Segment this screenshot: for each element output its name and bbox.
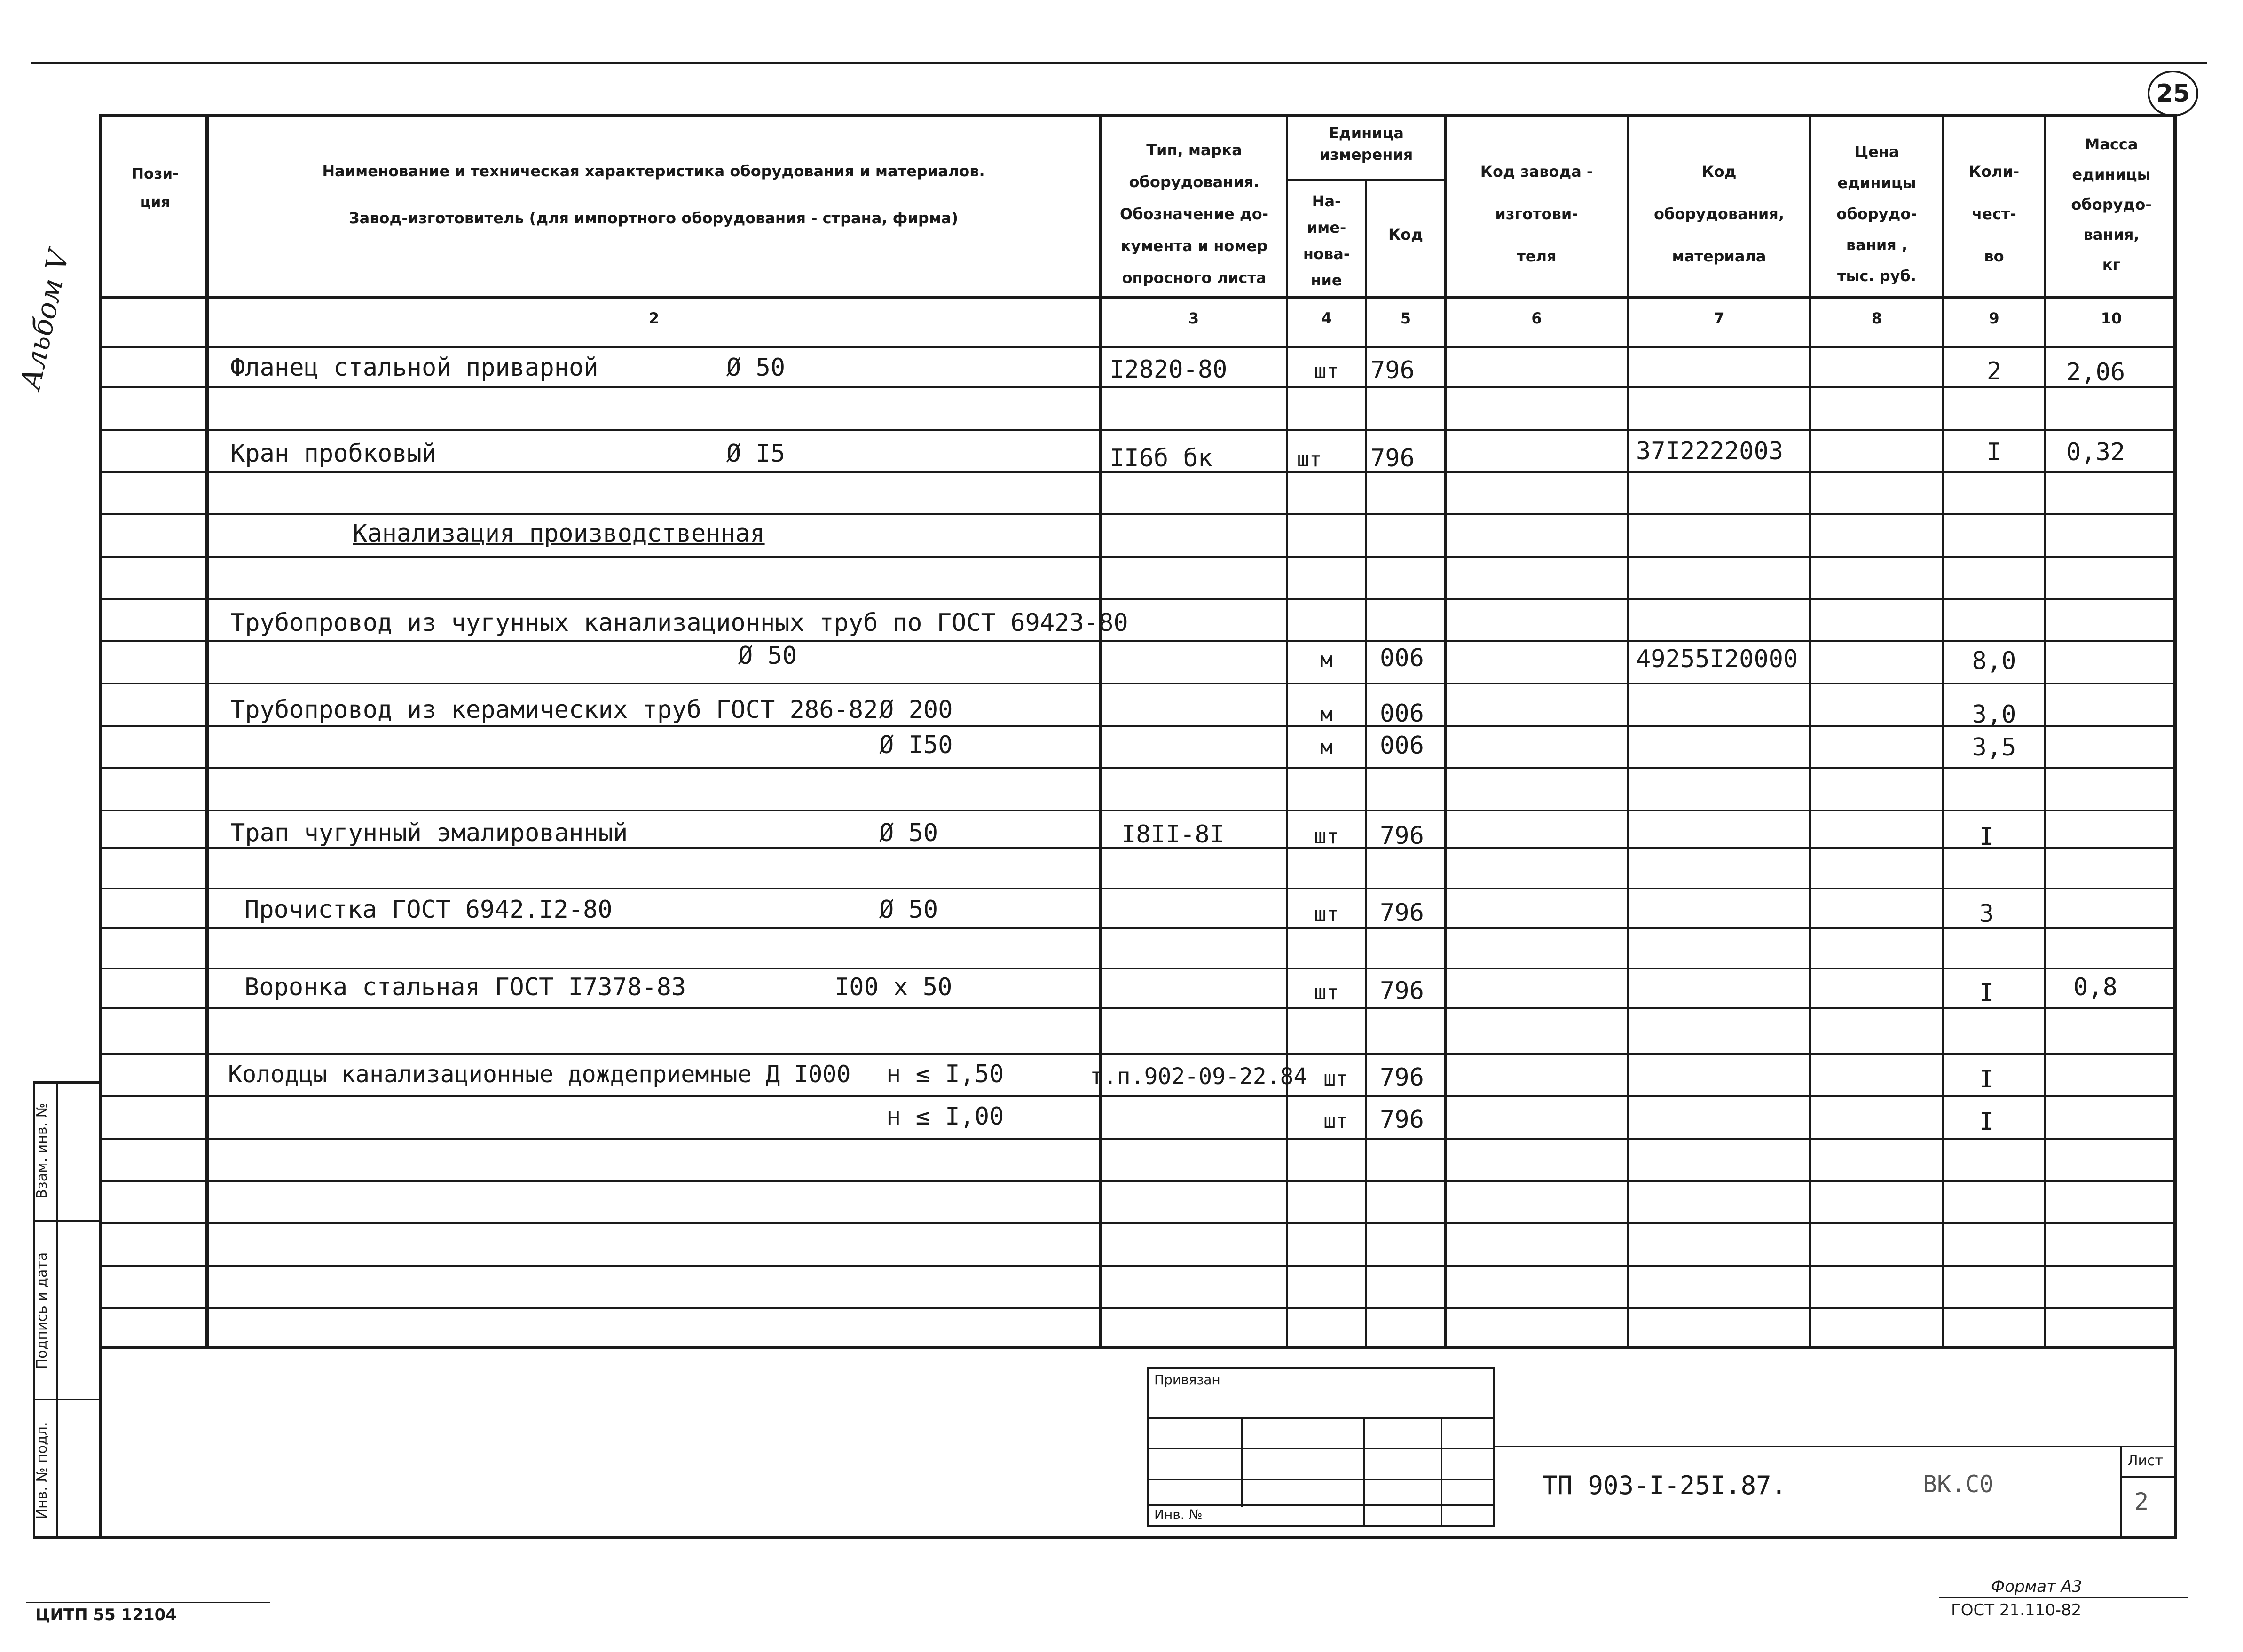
col-number-5: 5	[1400, 309, 1411, 327]
table-row-name: Колодцы канализационные дождеприемные Д I000	[228, 1061, 851, 1088]
inventory-label: Инв. №	[1154, 1507, 1203, 1522]
format-label: Формат А3	[1991, 1577, 2082, 1596]
table-row-code: 796	[1380, 899, 1424, 927]
col-number-4: 4	[1321, 309, 1332, 327]
table-row-mass: 0,32	[2066, 438, 2125, 466]
table-row-dim: Ø 50	[738, 642, 797, 670]
table-row-code: 796	[1370, 356, 1415, 385]
table-row-code: 006	[1380, 644, 1424, 672]
table-row-unit: м	[1320, 648, 1333, 672]
col-number-7: 7	[1714, 309, 1724, 327]
table-row-qty: I	[1979, 823, 1994, 851]
table-row-name: Трап чугунный эмалированный	[230, 819, 628, 847]
table-row-equip-code: 49255I20000	[1636, 645, 1798, 673]
table-row-type: I2820-80	[1110, 355, 1228, 384]
table-row-unit: шт	[1323, 1067, 1348, 1091]
table-row-dim: Ø 200	[879, 696, 953, 724]
table-row-qty: 8,0	[1972, 647, 2016, 675]
header-unit-code: Код	[1388, 226, 1423, 244]
table-row-name: Воронка стальная ГОСТ I7378-83	[244, 973, 686, 1001]
table-row-code: 006	[1380, 700, 1424, 728]
table-row-qty: 3,0	[1972, 700, 2016, 729]
table-row-unit: м	[1320, 735, 1333, 759]
header-mass: Масса единицы оборудо- вания, кг	[2071, 135, 2152, 274]
table-row-qty: I	[1979, 1108, 1994, 1136]
table-row-code: 796	[1380, 822, 1424, 850]
table-row-name: Кран пробковый	[230, 440, 437, 468]
table-row-qty: I	[1986, 438, 2002, 466]
table-row-mass: 0,8	[2073, 973, 2117, 1001]
header-unit-price: Цена единицы оборудо- вания , тыс. руб.	[1836, 143, 1917, 285]
col-number-10: 10	[2101, 309, 2122, 327]
table-row-qty: 3,5	[1972, 733, 2016, 762]
header-unit-group: Единица измерения	[1319, 124, 1413, 164]
table-row-type: I8II-8I	[1121, 820, 1225, 849]
table-row-type: II6б бк	[1110, 444, 1213, 472]
table-row-unit: шт	[1314, 825, 1339, 849]
binding-block	[1147, 1367, 1495, 1527]
document-code: ТП 903-I-25I.87.	[1542, 1471, 1787, 1500]
publisher-label: ЦИТП 55 12104	[35, 1605, 177, 1624]
table-row-qty: I	[1979, 1065, 1994, 1093]
vertical-album-stamp: Альбом V	[14, 247, 76, 393]
sheet-value: 2	[2134, 1488, 2149, 1515]
header-unit-name: На- име- нова- ние	[1303, 192, 1350, 289]
table-row-name: Трубопровод из керамических труб ГОСТ 286-82	[230, 696, 878, 724]
header-position: Пози-ция	[132, 165, 179, 211]
table-row-dim: Ø I50	[879, 731, 953, 759]
spec-table-frame	[99, 114, 2177, 1349]
section-code: ВК.С0	[1923, 1471, 1994, 1498]
standard-label: ГОСТ 21.110-82	[1951, 1601, 2082, 1620]
table-row-unit: шт	[1323, 1109, 1348, 1133]
table-row-qty: 3	[1979, 900, 1994, 928]
table-row-type: т.п.902-09-22.84	[1090, 1063, 1307, 1090]
table-row-unit: шт	[1314, 359, 1339, 383]
table-row-code: 796	[1370, 444, 1415, 472]
table-row-unit: шт	[1314, 902, 1339, 926]
sheet-label: Лист	[2127, 1453, 2164, 1469]
table-row-name: Фланец стальной приварной	[230, 354, 598, 382]
header-name-line1: Наименование и техническая характеристика оборудования и материалов.	[322, 162, 985, 180]
table-row-code: 796	[1380, 1063, 1424, 1092]
table-row-mass: 2,06	[2066, 358, 2125, 386]
sheet-number-badge: 25	[2148, 71, 2198, 117]
table-row-code: 796	[1380, 1106, 1424, 1134]
binding-label: Привязан	[1154, 1372, 1220, 1387]
table-row-name: Прочистка ГОСТ 6942.I2-80	[244, 896, 613, 924]
col-number-2: 2	[648, 309, 660, 327]
side-stamp-signature-date: Подпись и дата	[34, 1252, 50, 1369]
table-row-dim: н ≤ I,00	[886, 1102, 1004, 1131]
header-name-line2: Завод-изготовитель (для импортного оборудования - страна, фирма)	[348, 209, 959, 227]
header-maker-code: Код завода - изготови- теля	[1480, 163, 1593, 265]
table-row-dim: Ø I5	[726, 440, 786, 468]
table-row-name: Трубопровод из чугунных канализационных труб по ГОСТ 69423-80	[230, 609, 1128, 637]
header-type: Тип, марка оборудования. Обозначение до- кумента и номер опросного листа	[1120, 141, 1268, 287]
table-row-dim: Ø 50	[879, 896, 938, 924]
section-heading: Канализация производственная	[353, 519, 765, 548]
table-row-qty: I	[1979, 979, 1994, 1007]
table-row-equip-code: 37I2222003	[1636, 437, 1784, 465]
header-equipment-code: Код оборудования, материала	[1654, 163, 1784, 265]
side-stamp-replacement-inv: Взам. инв. №	[34, 1103, 50, 1199]
table-row-dim: I00 x 50	[834, 973, 952, 1001]
table-row-unit: м	[1320, 702, 1333, 726]
table-row-dim: Ø 50	[726, 354, 786, 382]
col-number-8: 8	[1871, 309, 1882, 327]
table-row-unit: шт	[1297, 448, 1322, 472]
side-stamp-original-inv: Инв. № подл.	[34, 1422, 50, 1519]
table-row-dim: н ≤ I,50	[886, 1060, 1004, 1088]
table-row-code: 006	[1380, 732, 1424, 760]
table-row-code: 796	[1380, 977, 1424, 1005]
table-row-dim: Ø 50	[879, 819, 938, 847]
col-number-6: 6	[1531, 309, 1542, 327]
table-row-unit: шт	[1314, 981, 1339, 1005]
col-number-3: 3	[1188, 309, 1199, 327]
table-row-qty: 2	[1986, 357, 2002, 385]
col-number-9: 9	[1989, 309, 1999, 327]
header-quantity: Коли- чест- во	[1968, 163, 2020, 265]
